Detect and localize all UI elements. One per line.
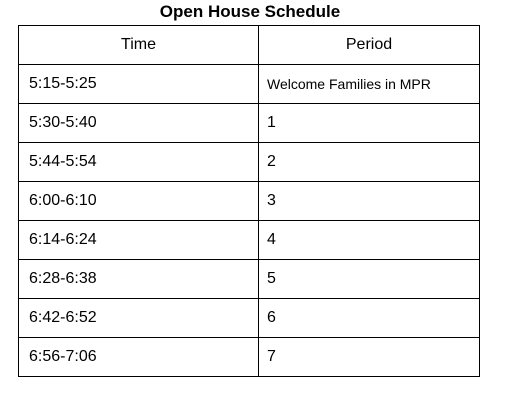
time-cell: 6:00-6:10 <box>19 182 259 221</box>
time-cell: 6:56-7:06 <box>19 338 259 377</box>
time-cell: 5:30-5:40 <box>19 104 259 143</box>
table-row <box>19 299 480 338</box>
period-cell: 2 <box>259 143 480 182</box>
time-cell: 5:15-5:25 <box>19 65 259 104</box>
table-row <box>19 143 480 182</box>
time-cell: 6:42-6:52 <box>19 299 259 338</box>
table-row <box>19 104 480 143</box>
period-cell: 3 <box>259 182 480 221</box>
time-cell: 6:28-6:38 <box>19 260 259 299</box>
period-cell: 6 <box>259 299 480 338</box>
header-time: Time <box>19 26 259 65</box>
table-header-row <box>19 26 480 65</box>
table-row <box>19 338 480 377</box>
period-cell: 4 <box>259 221 480 260</box>
period-cell: Welcome Families in MPR <box>259 65 480 104</box>
schedule-table <box>18 25 480 377</box>
time-cell: 5:44-5:54 <box>19 143 259 182</box>
time-cell: 6:14-6:24 <box>19 221 259 260</box>
table-row <box>19 260 480 299</box>
schedule-title: Open House Schedule <box>159 2 341 21</box>
table-row <box>19 182 480 221</box>
header-period: Period <box>259 26 480 65</box>
period-cell: 1 <box>259 104 480 143</box>
table-row <box>19 65 480 104</box>
table-row <box>19 221 480 260</box>
period-cell: 5 <box>259 260 480 299</box>
period-cell: 7 <box>259 338 480 377</box>
